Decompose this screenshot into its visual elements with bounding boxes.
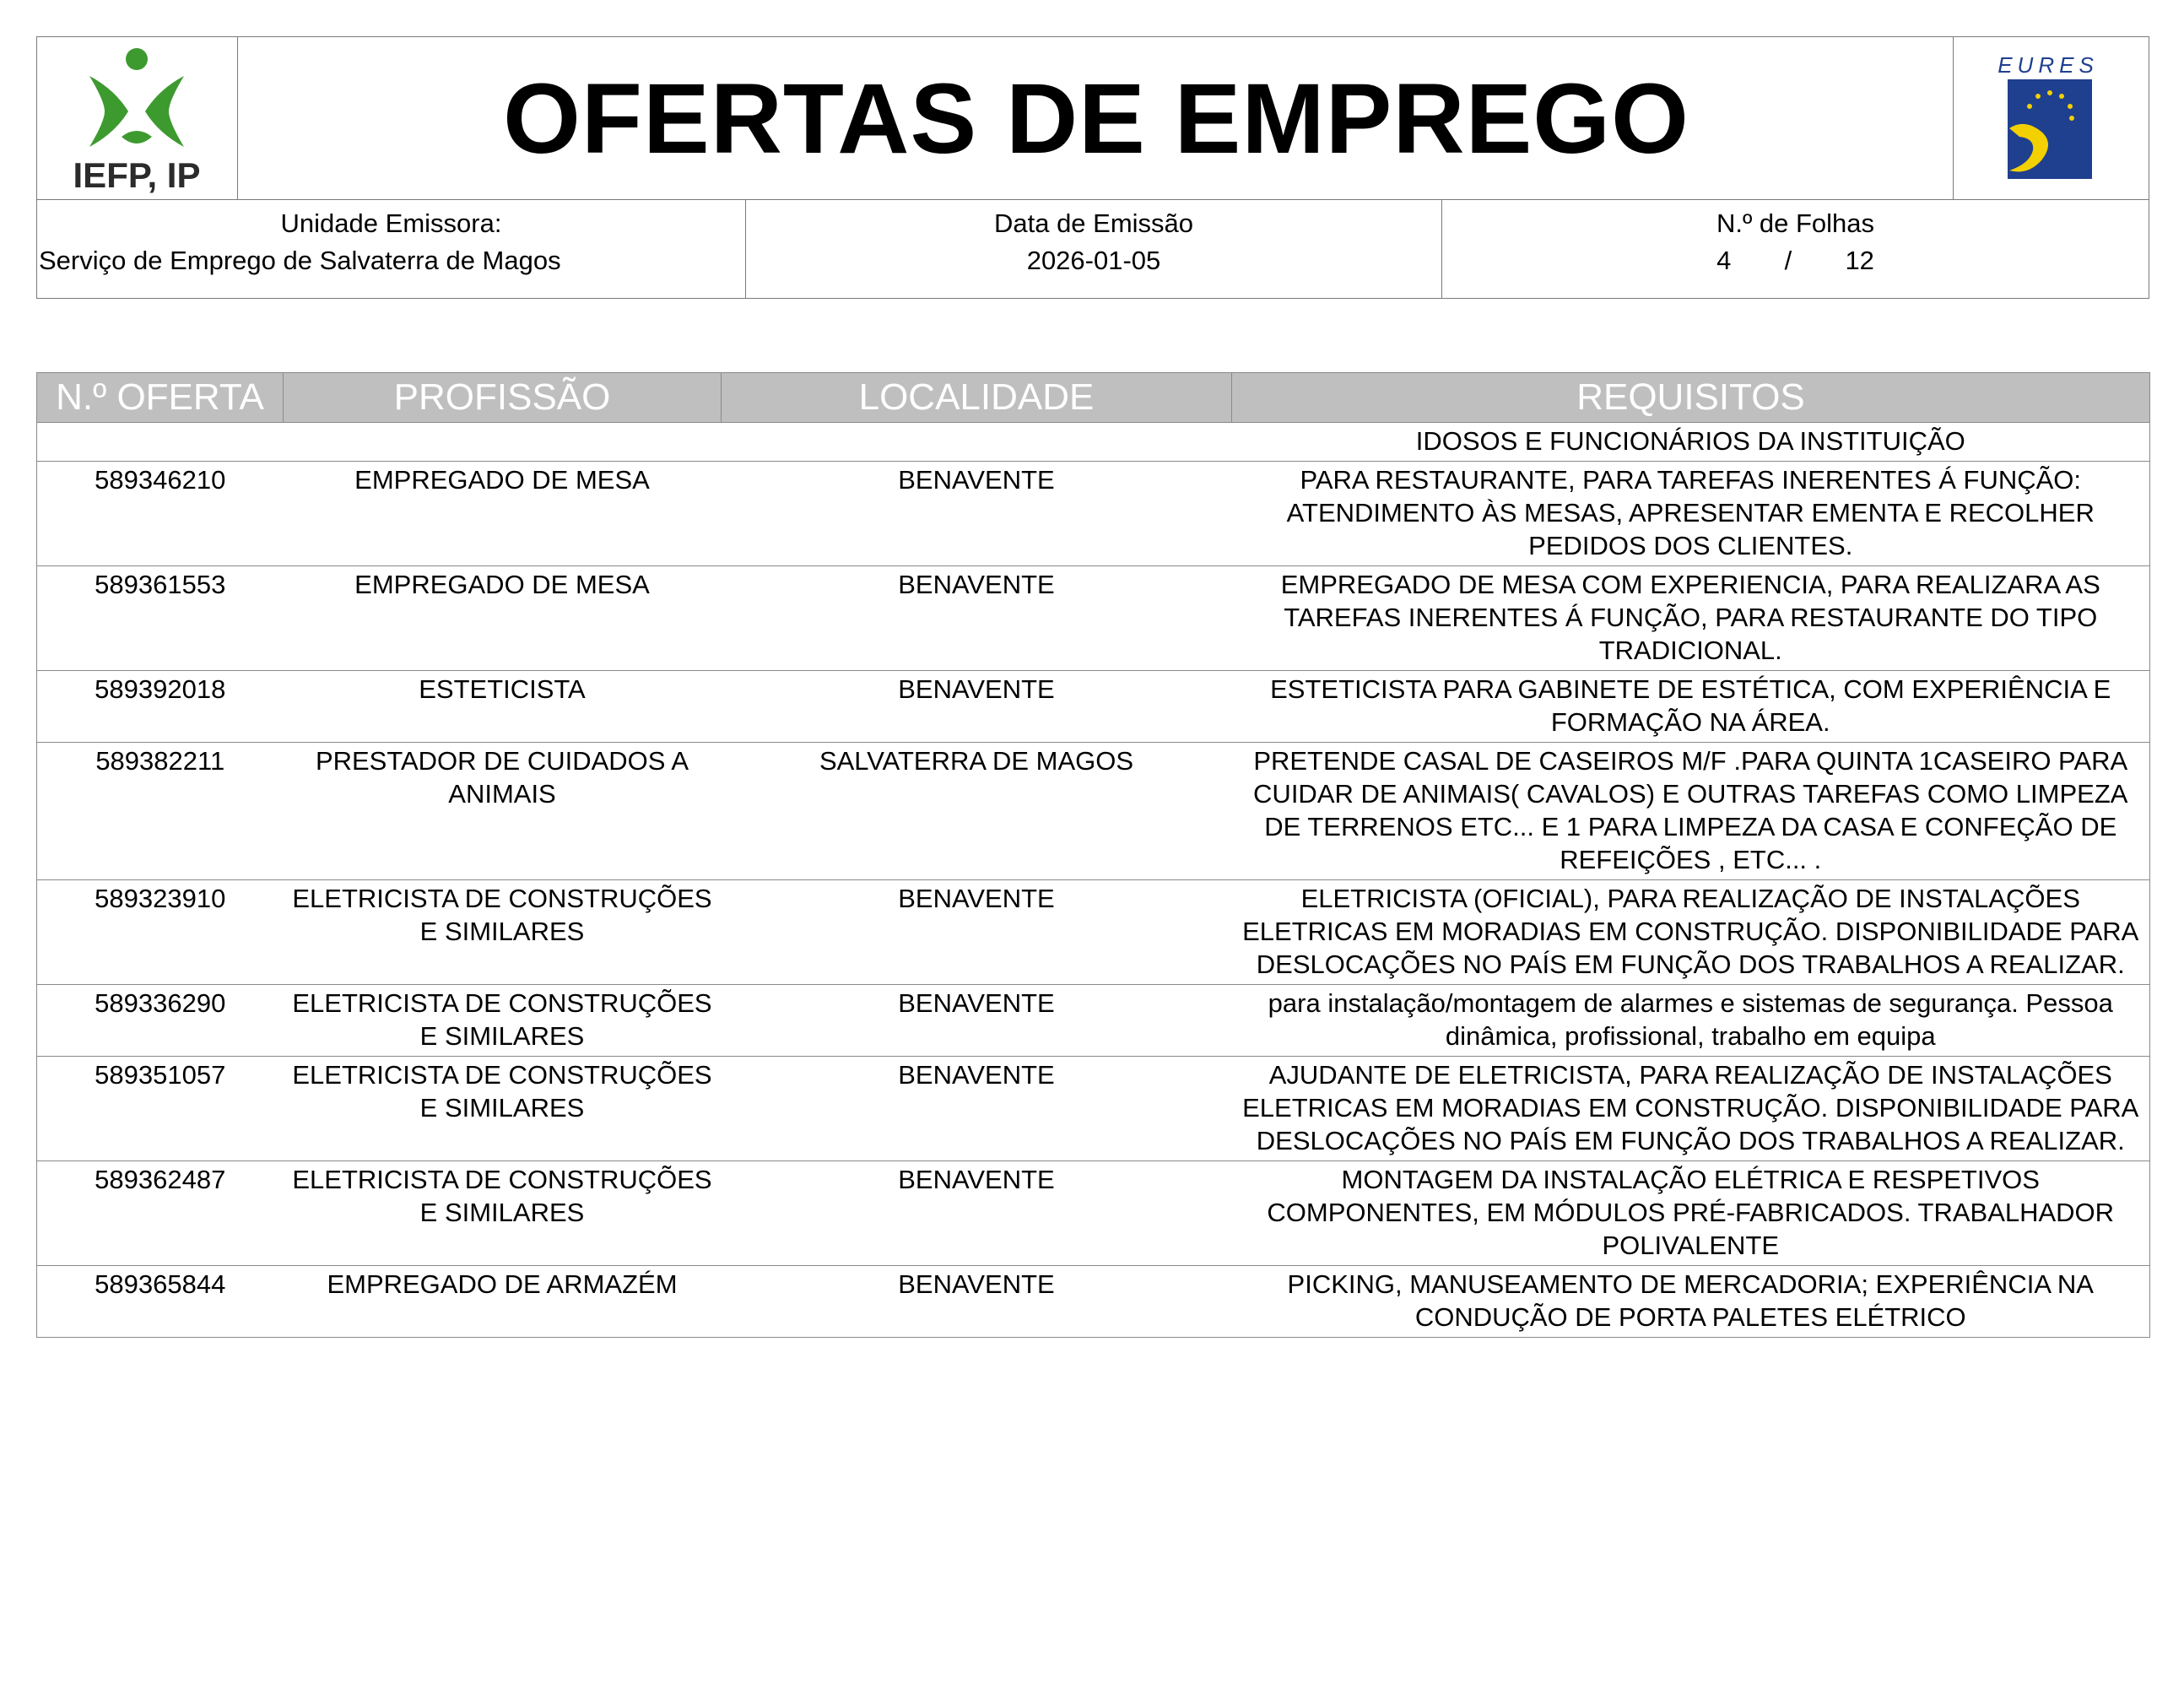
cell-oferta: 589365844 (37, 1266, 284, 1338)
cell-oferta: 589336290 (37, 985, 284, 1057)
svg-text:IEFP, IP: IEFP, IP (73, 155, 201, 195)
cell-requisitos: MONTAGEM DA INSTALAÇÃO ELÉTRICA E RESPETIVOS COMPONENTES, EM MÓDULOS PRÉ-FABRICADOS. TRABALHADOR POLIVALENTE (1232, 1161, 2150, 1266)
cell-requisitos: para instalação/montagem de alarmes e sistemas de segurança. Pessoa dinâmica, profissional, trabalho em equipa (1232, 985, 2150, 1057)
column-header-localidade: LOCALIDADE (722, 373, 1232, 423)
cell-requisitos: PRETENDE CASAL DE CASEIROS M/F .PARA QUINTA 1CASEIRO PARA CUIDAR DE ANIMAIS( CAVALOS) E OUTRAS TAREFAS COMO LIMPEZA DE TERRENOS ETC... E 1 PARA LIMPEZA DA CASA E CONFEÇÃO DE REFEIÇÕES , ETC... . (1232, 743, 2150, 880)
table-row (37, 985, 2150, 1057)
unidade-value: Serviço de Emprego de Salvaterra de Magos (39, 246, 561, 275)
meta-row (37, 199, 2149, 298)
cell-profissao: EMPREGADO DE MESA (284, 462, 722, 566)
cell-profissao: EMPREGADO DE ARMAZÉM (284, 1266, 722, 1338)
column-header-profissao: PROFISSÃO (284, 373, 722, 423)
cell-localidade: BENAVENTE (722, 671, 1232, 743)
cell-profissao (284, 423, 722, 462)
cell-localidade: BENAVENTE (722, 880, 1232, 985)
cell-requisitos: PICKING, MANUSEAMENTO DE MERCADORIA; EXPERIÊNCIA NA CONDUÇÃO DE PORTA PALETES ELÉTRICO (1232, 1266, 2150, 1338)
cell-requisitos: AJUDANTE DE ELETRICISTA, PARA REALIZAÇÃO DE INSTALAÇÕES ELETRICAS EM MORADIAS EM CONSTRUÇÃO. DISPONIBILIDADE PARA DESLOCAÇÕES NO PAÍS EM FUNÇÃO DOS TRABALHOS A REALIZAR. (1232, 1057, 2150, 1161)
table-row (37, 1161, 2150, 1266)
cell-profissao: ELETRICISTA DE CONSTRUÇÕES E SIMILARES (284, 985, 722, 1057)
eures-logo (1953, 37, 2149, 199)
table-header-row (37, 373, 2150, 423)
eures-logo-icon (1954, 37, 2148, 197)
numero-folhas (1442, 200, 2149, 298)
folhas-value (1442, 246, 2149, 276)
folha-atual: 4 (1716, 246, 1732, 275)
table-row (37, 1266, 2150, 1338)
data-label: Data de Emissão (993, 208, 1194, 238)
cell-oferta: 589382211 (37, 743, 284, 880)
table-row (37, 566, 2150, 671)
cell-requisitos: EMPREGADO DE MESA COM EXPERIENCIA, PARA REALIZARA AS TAREFAS INERENTES Á FUNÇÃO, PARA RESTAURANTE DO TIPO TRADICIONAL. (1232, 566, 2150, 671)
table-row (37, 1057, 2150, 1161)
cell-localidade: BENAVENTE (722, 566, 1232, 671)
data-emissao (746, 200, 1442, 298)
cell-profissao: PRESTADOR DE CUIDADOS A ANIMAIS (284, 743, 722, 880)
iefp-logo-icon (37, 37, 236, 197)
cell-localidade: BENAVENTE (722, 1266, 1232, 1338)
cell-oferta: 589361553 (37, 566, 284, 671)
cell-oferta: 589351057 (37, 1057, 284, 1161)
cell-profissao: ELETRICISTA DE CONSTRUÇÕES E SIMILARES (284, 1057, 722, 1161)
table-row (37, 880, 2150, 985)
cell-requisitos: PARA RESTAURANTE, PARA TAREFAS INERENTES Á FUNÇÃO: ATENDIMENTO ÀS MESAS, APRESENTAR EMENTA E RECOLHER PEDIDOS DOS CLIENTES. (1232, 462, 2150, 566)
cell-oferta (37, 423, 284, 462)
cell-oferta: 589346210 (37, 462, 284, 566)
cell-localidade: BENAVENTE (722, 462, 1232, 566)
cell-localidade: SALVATERRA DE MAGOS (722, 743, 1232, 880)
data-value: 2026-01-05 (1026, 246, 1161, 275)
cell-requisitos: ELETRICISTA (OFICIAL), PARA REALIZAÇÃO DE INSTALAÇÕES ELETRICAS EM MORADIAS EM CONSTRUÇÃO. DISPONIBILIDADE PARA DESLOCAÇÕES NO PAÍS EM FUNÇÃO DOS TRABALHOS A REALIZAR. (1232, 880, 2150, 985)
folhas-separator: / (1784, 246, 1792, 275)
folhas-total: 12 (1845, 246, 1874, 275)
cell-localidade (722, 423, 1232, 462)
svg-text:EURES: EURES (1997, 52, 2099, 78)
table-row (37, 743, 2150, 880)
cell-requisitos: ESTETICISTA PARA GABINETE DE ESTÉTICA, COM EXPERIÊNCIA E FORMAÇÃO NA ÁREA. (1232, 671, 2150, 743)
table-row (37, 462, 2150, 566)
cell-profissao: EMPREGADO DE MESA (284, 566, 722, 671)
title-cell (238, 37, 1954, 199)
cell-oferta: 589362487 (37, 1161, 284, 1266)
cell-localidade: BENAVENTE (722, 1057, 1232, 1161)
cell-localidade: BENAVENTE (722, 985, 1232, 1057)
cell-profissao: ELETRICISTA DE CONSTRUÇÕES E SIMILARES (284, 880, 722, 985)
document-header (36, 36, 2149, 299)
unidade-label: Unidade Emissora: (280, 208, 502, 238)
column-header-oferta: N.º OFERTA (37, 373, 284, 423)
cell-oferta: 589323910 (37, 880, 284, 985)
page-title: OFERTAS DE EMPREGO (503, 63, 1689, 175)
table-row (37, 671, 2150, 743)
cell-profissao: ESTETICISTA (284, 671, 722, 743)
cell-requisitos: IDOSOS E FUNCIONÁRIOS DA INSTITUIÇÃO (1232, 423, 2150, 462)
offers-table (36, 372, 2150, 1338)
iefp-logo (37, 37, 238, 199)
folhas-label: N.º de Folhas (1716, 208, 1875, 238)
cell-profissao: ELETRICISTA DE CONSTRUÇÕES E SIMILARES (284, 1161, 722, 1266)
cell-localidade: BENAVENTE (722, 1161, 1232, 1266)
cell-oferta: 589392018 (37, 671, 284, 743)
table-row (37, 423, 2150, 462)
column-header-requisitos: REQUISITOS (1232, 373, 2150, 423)
unidade-emissora (37, 200, 746, 298)
